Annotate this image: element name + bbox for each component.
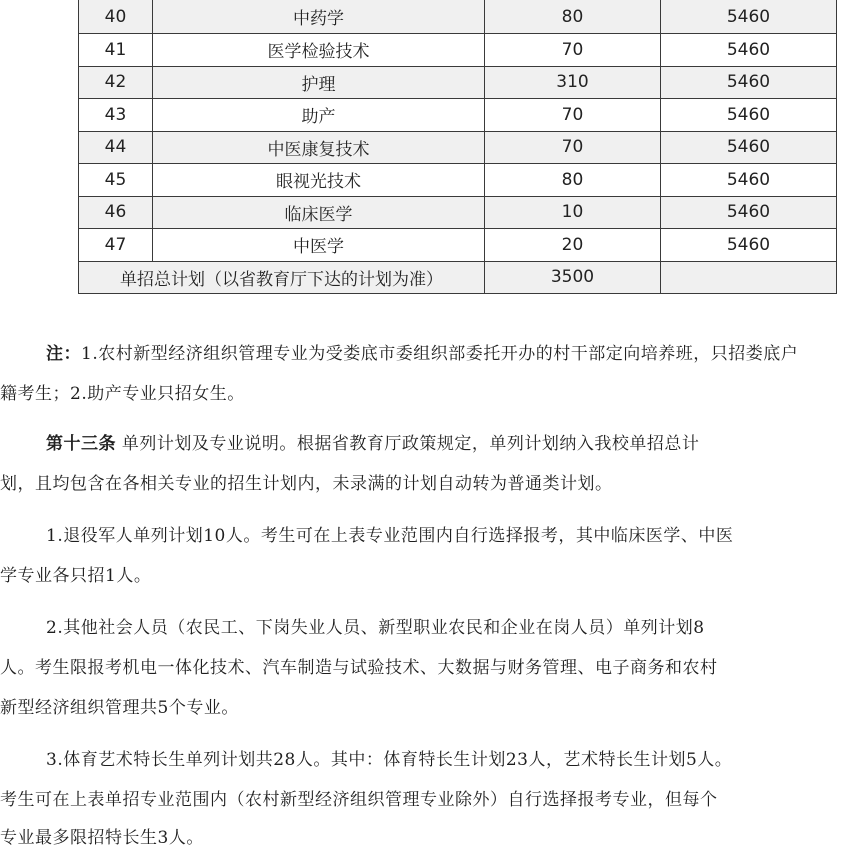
item3-line-2: 考生可在上表单招专业范围内（农村新型经济组织管理专业除外）自行选择报考专业，但每个: [0, 790, 718, 810]
table-row: [79, 196, 837, 229]
major-name: 眼视光技术: [153, 164, 485, 197]
major-name: 护理: [153, 66, 485, 99]
score-value: 5460: [661, 66, 837, 99]
score-value: 5460: [661, 164, 837, 197]
note-line-2: 籍考生；2.助产专业只招女生。: [0, 384, 245, 404]
item3-line-3: 专业最多限招特长生3人。: [0, 828, 204, 848]
major-name: 中医康复技术: [153, 131, 485, 164]
row-number: 44: [79, 131, 153, 164]
article13-line-2: 划，且均包含在各相关专业的招生计划内，未录满的计划自动转为普通类计划。: [0, 474, 613, 494]
item3-text-1: 3.体育艺术特长生单列计划共28人。其中：体育特长生计划23人，艺术特长生计划5人。: [46, 750, 733, 770]
score-value: 5460: [661, 0, 837, 34]
item2-line-3: 新型经济组织管理共5个专业。: [0, 698, 239, 718]
item1-line-2: 学专业各只招1人。: [0, 566, 152, 586]
item2-line-2: 人。考生限报考机电一体化技术、汽车制造与试验技术、大数据与财务管理、电子商务和农村: [0, 658, 718, 678]
plan-count: 80: [485, 164, 661, 197]
plan-count: 80: [485, 0, 661, 34]
major-name: 中药学: [153, 0, 485, 34]
major-name: 助产: [153, 99, 485, 132]
row-number: 46: [79, 196, 153, 229]
table-row: [79, 99, 837, 132]
item1-line-1: [0, 520, 867, 552]
score-value: 5460: [661, 196, 837, 229]
plan-count: 70: [485, 131, 661, 164]
score-value: 5460: [661, 34, 837, 67]
total-score: [661, 261, 837, 294]
total-label: 单招总计划（以省教育厅下达的计划为准）: [79, 261, 485, 294]
row-number: 43: [79, 99, 153, 132]
plan-count: 70: [485, 34, 661, 67]
major-name: 中医学: [153, 229, 485, 262]
article13-text-1: 单列计划及专业说明。根据省教育厅政策规定，单列计划纳入我校单招总计: [116, 434, 700, 454]
row-number: 41: [79, 34, 153, 67]
table-row: [79, 131, 837, 164]
table-row: [79, 229, 837, 262]
table-row: [79, 164, 837, 197]
major-name: 临床医学: [153, 196, 485, 229]
table-total-row: [79, 261, 837, 294]
article13-title: 第十三条: [46, 434, 116, 454]
item1-text-1: 1.退役军人单列计划10人。考生可在上表专业范围内自行选择报考，其中临床医学、中医: [46, 526, 734, 546]
item2-text-1: 2.其他社会人员（农民工、下岗失业人员、新型职业农民和企业在岗人员）单列计划8: [46, 618, 705, 638]
item2-line-1: [0, 612, 867, 644]
enrollment-plan-table: [78, 0, 837, 294]
row-number: 42: [79, 66, 153, 99]
table-row: [79, 34, 837, 67]
note-line-1: [0, 338, 867, 370]
plan-count: 310: [485, 66, 661, 99]
plan-count: 70: [485, 99, 661, 132]
note-text-1: 1.农村新型经济组织管理专业为受娄底市委组织部委托开办的村干部定向培养班，只招娄底户: [81, 344, 799, 364]
row-number: 47: [79, 229, 153, 262]
score-value: 5460: [661, 229, 837, 262]
row-number: 40: [79, 0, 153, 34]
table-row: [79, 66, 837, 99]
score-value: 5460: [661, 131, 837, 164]
item3-line-1: [0, 744, 867, 776]
article13-line-1: [0, 428, 867, 460]
table-row: [79, 0, 837, 34]
major-name: 医学检验技术: [153, 34, 485, 67]
total-plan: 3500: [485, 261, 661, 294]
score-value: 5460: [661, 99, 837, 132]
note-label: 注：: [46, 344, 81, 364]
plan-count: 20: [485, 229, 661, 262]
plan-count: 10: [485, 196, 661, 229]
row-number: 45: [79, 164, 153, 197]
